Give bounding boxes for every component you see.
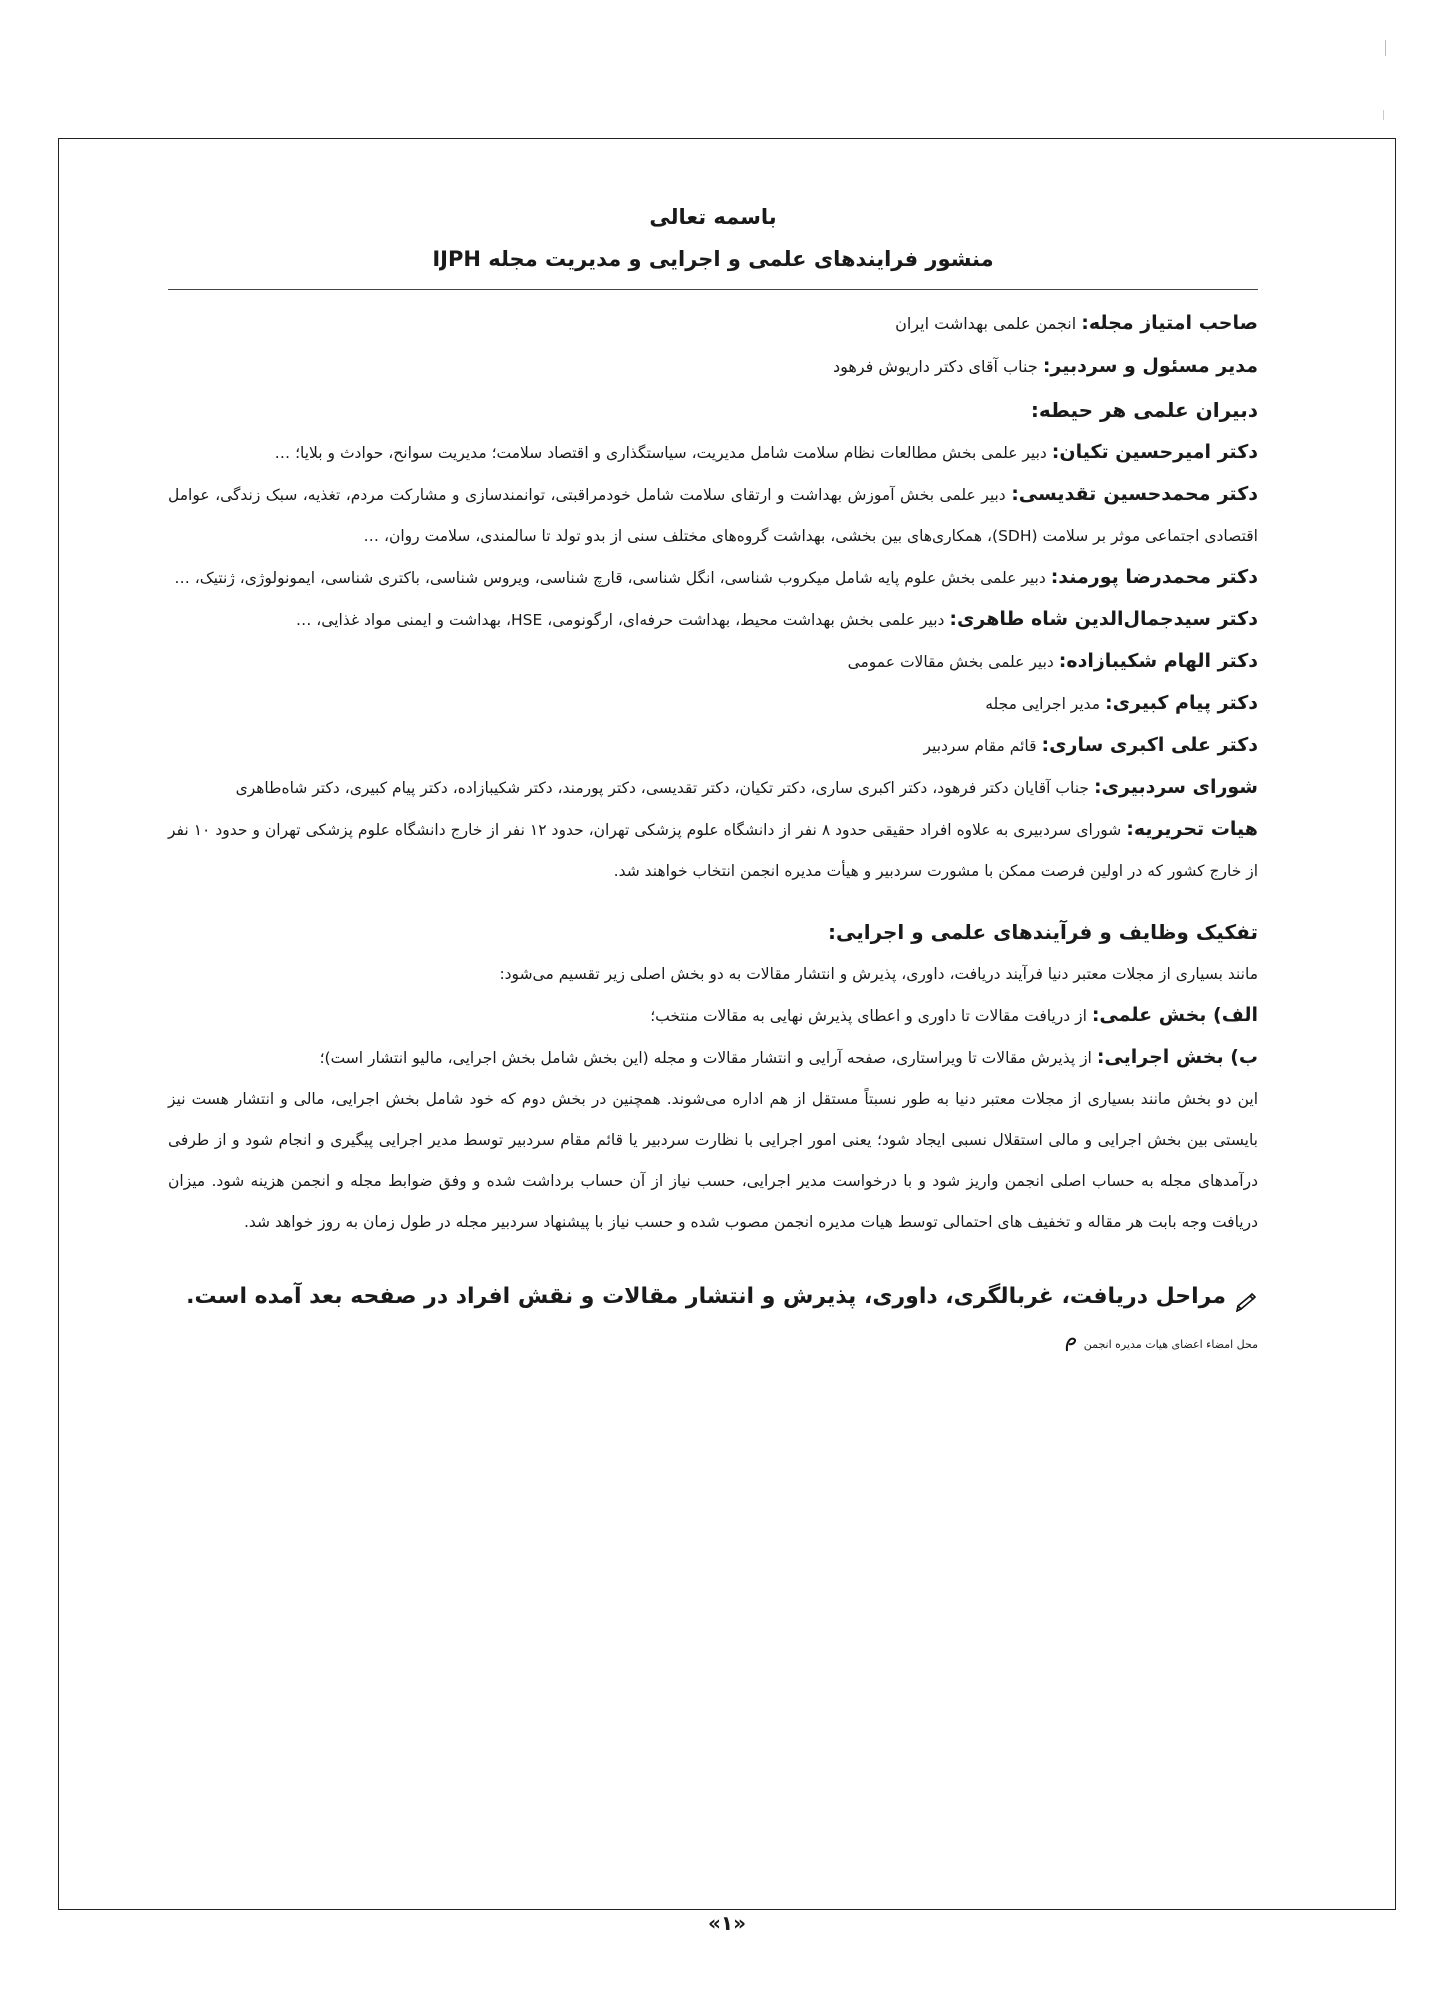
section-editors-heading: دبیران علمی هر حیطه: <box>1030 398 1258 422</box>
part-a <box>168 995 1258 1037</box>
next-page-notice <box>168 1277 1258 1317</box>
title-divider <box>168 289 1258 290</box>
part-a-text: از دریافت مقالات تا داوری و اعطای پذیرش نهایی به مقالات منتخب؛ <box>650 1007 1087 1025</box>
board-description: شورای سردبیری به علاوه افراد حقیقی حدود ۸ نفر از دانشگاه علوم پزشکی تهران، حدود ۱۲ نفر از خارج دانشگاه علوم پزشکی تهران و حدود ۱۰ نفر از خارج کشور که در اولین فرصت ممکن با مشورت سردبیر و هیأت مدیره انجمن انتخاب خواهند شد. <box>168 821 1258 880</box>
editor-role: دبیر علمی بخش بهداشت محیط، بهداشت حرفه‌ای، ارگونومی، HSE، بهداشت و ایمنی مواد غذایی، … <box>295 611 945 629</box>
initial-mark-icon <box>1064 1335 1078 1353</box>
council-members: جناب آقایان دکتر فرهود، دکتر اکبری ساری، دکتر تکیان، دکتر تقدیسی، دکتر پورمند، دکتر شکیبازاده، دکتر پیام کبیری، دکتر شاه‌طاهری <box>235 779 1089 797</box>
editor-in-chief-row <box>168 345 1258 388</box>
editor-name: دکتر امیرحسین تکیان: <box>1051 441 1258 463</box>
document-title: منشور فرایندهای علمی و اجرایی و مدیریت مجله IJPH <box>432 247 994 271</box>
board-label: هیات تحریریه: <box>1126 818 1258 840</box>
document-body <box>168 205 1258 1353</box>
editor-name: دکتر پیام کبیری: <box>1105 692 1258 714</box>
pen-hand-icon <box>1236 1286 1258 1308</box>
notice-text: مراحل دریافت، غربالگری، داوری، پذیرش و انتشار مقالات و نقش افراد در صفحه بعد آمده است. <box>186 1284 1226 1309</box>
page-number: «۱» <box>707 1911 747 1935</box>
editor-entry <box>168 557 1258 599</box>
editor-entry <box>168 474 1258 557</box>
editor-name: دکتر علی اکبری ساری: <box>1041 734 1258 756</box>
scan-mark-small <box>1383 110 1388 120</box>
editor-in-chief-label: مدیر مسئول و سردبیر: <box>1042 355 1258 377</box>
editor-name: دکتر محمدرضا پورمند: <box>1050 566 1258 588</box>
closing-paragraph: این دو بخش مانند بسیاری از مجلات معتبر دنیا به طور نسبتاً مستقل از هم اداره می‌شوند. همچنین در بخش دوم که خود شامل بخش اجرایی، مالی و انتشار هست نیز بایستی بین بخش اجرایی و مالی استقلال نسبی ایجاد شود؛ یعنی امور اجرایی با نظارت سردبیر یا قائم مقام سردبیر توسط مدیر اجرایی پیگیری و انجام شود و از طرفی درآمدهای مجله به حساب اصلی انجمن واریز شود و با درخواست مدیر اجرایی، حسب نیاز از آن حساب برداشت شده و وفق ضوابط مجله و انجمن هزینه شود. میزان دریافت وجه بابت هر مقاله و تخفیف های احتمالی توسط هیات مدیره انجمن مصوب شده و حسب نیاز با پیشنهاد سردبیر مجله در طول زمان به روز خواهد شد. <box>168 1090 1258 1231</box>
spacer <box>168 892 1258 910</box>
document-header <box>168 205 1258 279</box>
editor-name: دکتر الهام شکیبازاده: <box>1058 650 1258 672</box>
editor-role: دبیر علمی بخش آموزش بهداشت و ارتقای سلامت شامل خودمراقبتی، توانمندسازی و مشارکت مردم، تغذیه، سبک زندگی، عوامل اقتصادی اجتماعی موثر بر سلامت (SDH)، همکاری‌های بین بخشی، بهداشت گروه‌های مختلف سنی از بدو تولد تا سالمندی، سلامت روان، … <box>168 486 1258 545</box>
signature-note: محل امضاء اعضای هیات مدیره انجمن <box>1083 1337 1258 1351</box>
editor-in-chief-value: جناب آقای دکتر داریوش فرهود <box>832 357 1038 376</box>
duties-heading: تفکیک وظایف و فرآیندهای علمی و اجرایی: <box>827 920 1258 944</box>
editorial-council <box>168 767 1258 809</box>
council-label: شورای سردبیری: <box>1093 776 1258 798</box>
owner-row <box>168 302 1258 345</box>
editor-entry <box>168 432 1258 474</box>
owner-label: صاحب امتیاز مجله: <box>1081 312 1258 334</box>
editorial-board <box>168 809 1258 892</box>
editor-entry <box>168 725 1258 767</box>
part-a-label: الف) بخش علمی: <box>1091 1004 1258 1026</box>
scan-mark <box>1385 40 1392 56</box>
editor-name: دکتر سیدجمال‌الدین شاه طاهری: <box>949 608 1258 630</box>
editor-name: دکتر محمدحسین تقدیسی: <box>1011 483 1258 505</box>
signature-line <box>168 1335 1258 1353</box>
part-b-label: ب) بخش اجرایی: <box>1096 1046 1258 1068</box>
editor-role: قائم مقام سردبیر <box>923 737 1037 755</box>
editor-role: دبیر علمی بخش علوم پایه شامل میکروب شناسی، انگل شناسی، قارچ شناسی، ویروس شناسی، باکتری شناسی، ایمونولوژی، ژنتیک، … <box>174 569 1046 587</box>
duties-intro: مانند بسیاری از مجلات معتبر دنیا فرآیند دریافت، داوری، پذیرش و انتشار مقالات به دو بخش اصلی زیر تقسیم می‌شود: <box>499 965 1258 983</box>
editor-role: دبیر علمی بخش مطالعات نظام سلامت شامل مدیریت، سیاستگذاری و اقتصاد سلامت؛ مدیریت سوانح، حوادث و بلایا؛ … <box>274 444 1047 462</box>
owner-value: انجمن علمی بهداشت ایران <box>895 314 1077 333</box>
editor-role: دبیر علمی بخش مقالات عمومی <box>847 653 1054 671</box>
part-b <box>168 1037 1258 1079</box>
part-b-text: از پذیرش مقالات تا ویراستاری، صفحه آرایی و انتشار مقالات و مجله (این بخش شامل بخش اجرایی، مالیو انتشار است)؛ <box>319 1049 1092 1067</box>
editor-role: مدیر اجرایی مجله <box>985 695 1101 713</box>
editor-entry <box>168 683 1258 725</box>
editor-entry <box>168 641 1258 683</box>
basmala: باسمه تعالی <box>649 205 777 229</box>
editor-entry <box>168 599 1258 641</box>
